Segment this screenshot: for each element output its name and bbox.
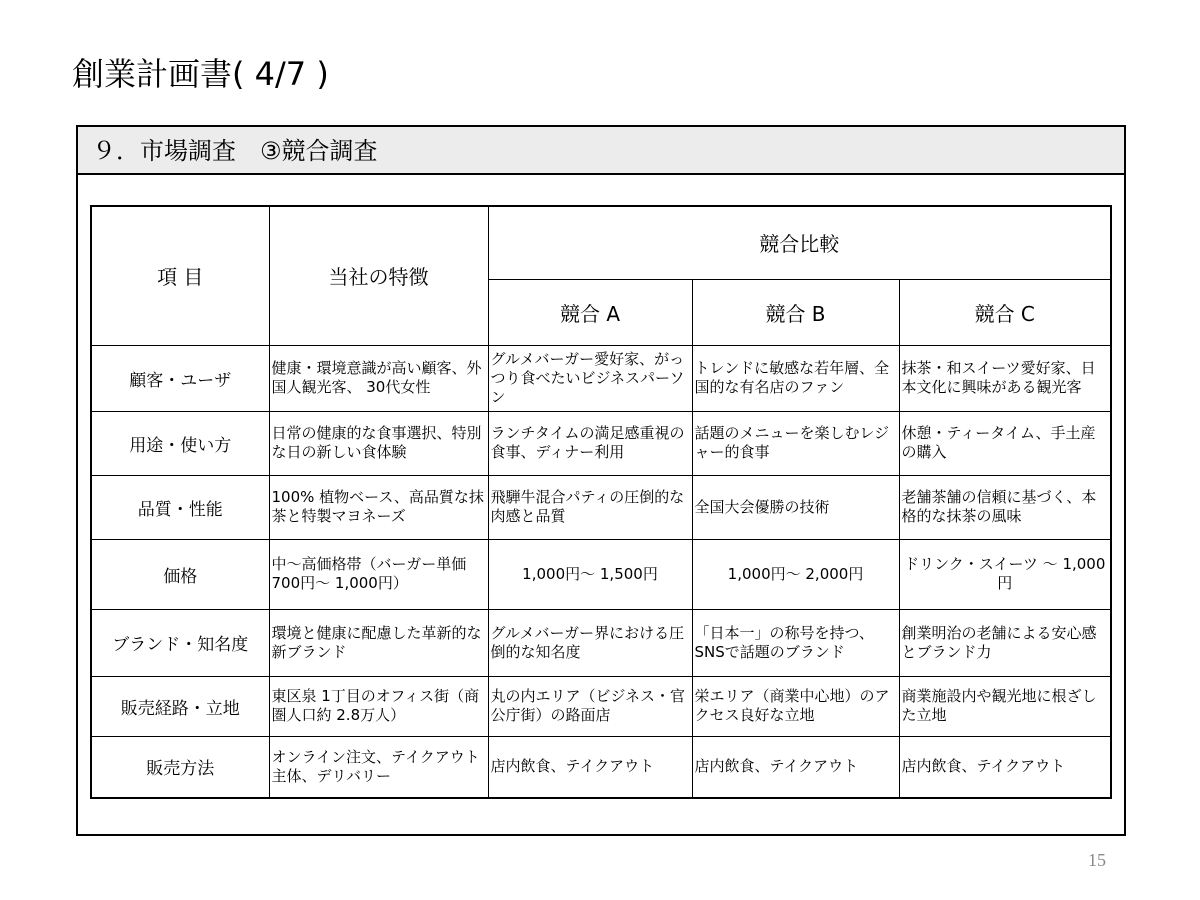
cell-competitor-c: ドリンク・スイーツ 〜 1,000円 [899, 539, 1111, 609]
page-title: 創業計画書( 4/7 ) [72, 55, 329, 93]
row-label: ブランド・知名度 [91, 609, 269, 676]
cell-competitor-b: 1,000円〜 2,000円 [692, 539, 899, 609]
header-competitor-b: 競合 B [692, 279, 899, 345]
cell-competitor-a: 店内飲食、テイクアウト [488, 736, 692, 798]
cell-competitor-a: グルメバーガー愛好家、がっつり食べたいビジネスパーソン [488, 345, 692, 411]
cell-competitor-a: 丸の内エリア（ビジネス・官公庁街）の路面店 [488, 676, 692, 736]
cell-competitor-a: 飛騨牛混合パティの圧倒的な肉感と品質 [488, 475, 692, 539]
page-number: 15 [1088, 850, 1106, 870]
table-row [91, 609, 1111, 676]
row-label: 用途・使い方 [91, 411, 269, 475]
cell-competitor-b: トレンドに敏感な若年層、全国的な有名店のファン [692, 345, 899, 411]
header-competitor-a: 競合 A [488, 279, 692, 345]
cell-competitor-b: 話題のメニューを楽しむレジャー的食事 [692, 411, 899, 475]
section-title: ９．市場調査 ③競合調査 [78, 127, 1124, 175]
row-label: 価格 [91, 539, 269, 609]
table-row [91, 676, 1111, 736]
cell-competitor-b: 「日本一」の称号を持つ、 SNSで話題のブランド [692, 609, 899, 676]
cell-own: 100% 植物ベース、高品質な抹茶と特製マヨネーズ [269, 475, 488, 539]
table-row [91, 475, 1111, 539]
cell-own: 健康・環境意識が高い顧客、外国人観光客、 30代女性 [269, 345, 488, 411]
cell-competitor-c: 抹茶・和スイーツ愛好家、日本文化に興味がある観光客 [899, 345, 1111, 411]
header-competitor-c: 競合 C [899, 279, 1111, 345]
row-label: 販売経路・立地 [91, 676, 269, 736]
cell-competitor-a: 1,000円〜 1,500円 [488, 539, 692, 609]
cell-competitor-c: 老舗茶舗の信頼に基づく、本格的な抹茶の風味 [899, 475, 1111, 539]
header-item: 項 目 [91, 206, 269, 345]
cell-own: 日常の健康的な食事選択、特別な日の新しい食体験 [269, 411, 488, 475]
cell-competitor-a: グルメバーガー界における圧倒的な知名度 [488, 609, 692, 676]
cell-competitor-c: 創業明治の老舗による安心感とブランド力 [899, 609, 1111, 676]
competitor-comparison-table [90, 205, 1112, 799]
cell-own: 東区泉 1丁目のオフィス街（商圏人口約 2.8万人） [269, 676, 488, 736]
cell-competitor-b: 栄エリア（商業中心地）のアクセス良好な立地 [692, 676, 899, 736]
cell-competitor-b: 全国大会優勝の技術 [692, 475, 899, 539]
cell-competitor-b: 店内飲食、テイクアウト [692, 736, 899, 798]
header-own-features: 当社の特徴 [269, 206, 488, 345]
cell-competitor-c: 休憩・ティータイム、手土産の購入 [899, 411, 1111, 475]
row-label: 販売方法 [91, 736, 269, 798]
row-label: 品質・性能 [91, 475, 269, 539]
cell-own: 中〜高価格帯（バーガー単価 700円〜 1,000円） [269, 539, 488, 609]
cell-own: 環境と健康に配慮した革新的な新ブランド [269, 609, 488, 676]
table-row [91, 411, 1111, 475]
cell-competitor-a: ランチタイムの満足感重視の食事、ディナー利用 [488, 411, 692, 475]
cell-competitor-c: 店内飲食、テイクアウト [899, 736, 1111, 798]
cell-own: オンライン注文、テイクアウト主体、デリバリー [269, 736, 488, 798]
table-row [91, 345, 1111, 411]
row-label: 顧客・ユーザ [91, 345, 269, 411]
cell-competitor-c: 商業施設内や観光地に根ざした立地 [899, 676, 1111, 736]
content-frame [76, 125, 1126, 836]
table-row [91, 539, 1111, 609]
table-row [91, 736, 1111, 798]
header-comparison: 競合比較 [488, 206, 1111, 279]
